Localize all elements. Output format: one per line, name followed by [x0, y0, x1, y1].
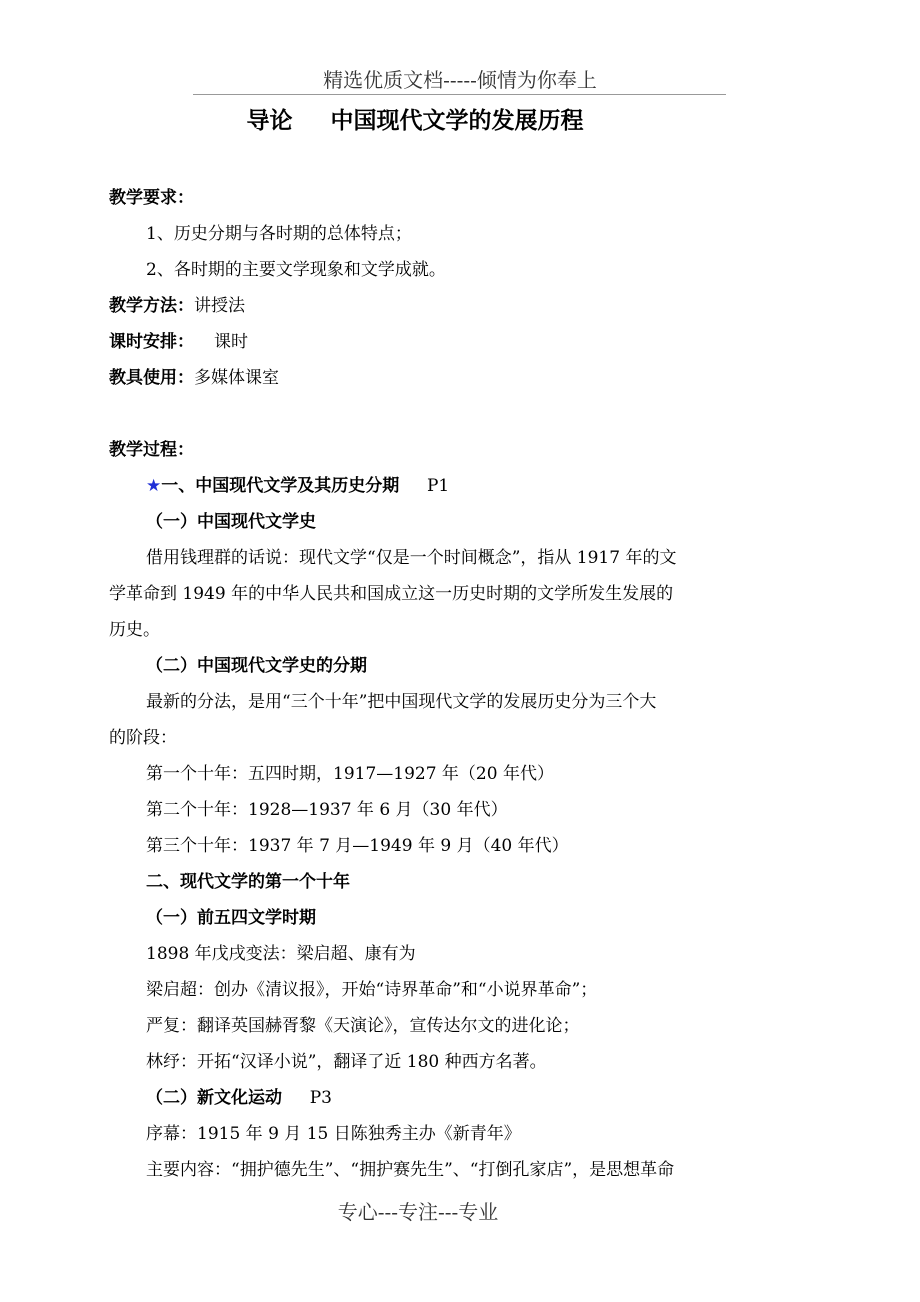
section-2-line-5: 序幕：1915 年 9 月 15 日陈独秀主办《新青年》: [146, 1124, 521, 1144]
subsection-2-2-page: P3: [309, 1088, 332, 1108]
decade-3: 第三个十年：1937 年 7 月—1949 年 9 月（40 年代）: [146, 836, 569, 856]
subsection-1-1: （一）中国现代文学史: [146, 512, 316, 532]
subsection-2-1: （一）前五四文学时期: [146, 908, 316, 928]
section-1-heading: [146, 475, 449, 497]
page-footer: 专心---专注---专业: [337, 1200, 499, 1224]
section-2-heading: 二、现代文学的第一个十年: [146, 872, 350, 892]
subsection-2-2-title: （二）新文化运动: [146, 1088, 282, 1108]
tools-row: [109, 367, 279, 389]
method-label: 教学方法：: [109, 296, 194, 316]
title-part-2: 中国现代文学的发展历程: [330, 108, 584, 134]
title-part-1: 导论: [246, 108, 293, 134]
section-2-line-1: 1898 年戊戌变法：梁启超、康有为: [146, 944, 416, 964]
schedule-row: [109, 331, 248, 353]
tools-label: 教具使用：: [109, 368, 194, 388]
tools-value: 多媒体课室: [194, 368, 279, 388]
decade-2: 第二个十年：1928—1937 年 6 月（30 年代）: [146, 800, 508, 820]
schedule-label: 课时安排：: [109, 332, 194, 352]
paragraph-1-line-1: 借用钱理群的话说：现代文学“仅是一个时间概念”，指从 1917 年的文: [146, 548, 677, 568]
paragraph-1-line-3: 历史。: [109, 620, 160, 640]
section-1-page: P1: [426, 476, 450, 496]
section-2-line-6: 主要内容：“拥护德先生”、“拥护赛先生”、“打倒孔家店”，是思想革命: [146, 1160, 675, 1180]
requirement-item-1: 1、历史分期与各时期的总体特点；: [146, 224, 412, 244]
paragraph-2-line-2: 的阶段：: [109, 728, 177, 748]
header-divider: [193, 94, 726, 95]
subsection-1-2: （二）中国现代文学史的分期: [146, 656, 367, 676]
page-header: 精选优质文档-----倾情为你奉上: [323, 68, 597, 92]
paragraph-1-line-2: 学革命到 1949 年的中华人民共和国成立这一历史时期的文学所发生发展的: [109, 584, 674, 604]
process-label: 教学过程：: [109, 440, 194, 460]
requirement-item-2: 2、各时期的主要文学现象和文学成就。: [146, 260, 446, 280]
section-2-line-2: 梁启超：创办《清议报》，开始“诗界革命”和“小说界革命”；: [146, 980, 598, 1000]
section-2-line-4: 林纾：开拓“汉译小说”，翻译了近 180 种西方名著。: [146, 1052, 547, 1072]
document-title: [0, 102, 830, 135]
star-icon: ★: [146, 476, 162, 496]
paragraph-2-line-1: 最新的分法，是用“三个十年”把中国现代文学的发展历史分为三个大: [146, 692, 657, 712]
decade-1: 第一个十年：五四时期，1917—1927 年（20 年代）: [146, 764, 554, 784]
subsection-2-2: [146, 1087, 332, 1109]
section-2-line-3: 严复：翻译英国赫胥黎《天演论》，宣传达尔文的进化论；: [146, 1016, 580, 1036]
section-1-title: 一、中国现代文学及其历史分期: [161, 476, 400, 496]
method-row: [109, 295, 245, 317]
requirements-label: 教学要求：: [109, 188, 194, 208]
method-value: 讲授法: [194, 296, 245, 316]
schedule-value: 课时: [214, 332, 248, 352]
